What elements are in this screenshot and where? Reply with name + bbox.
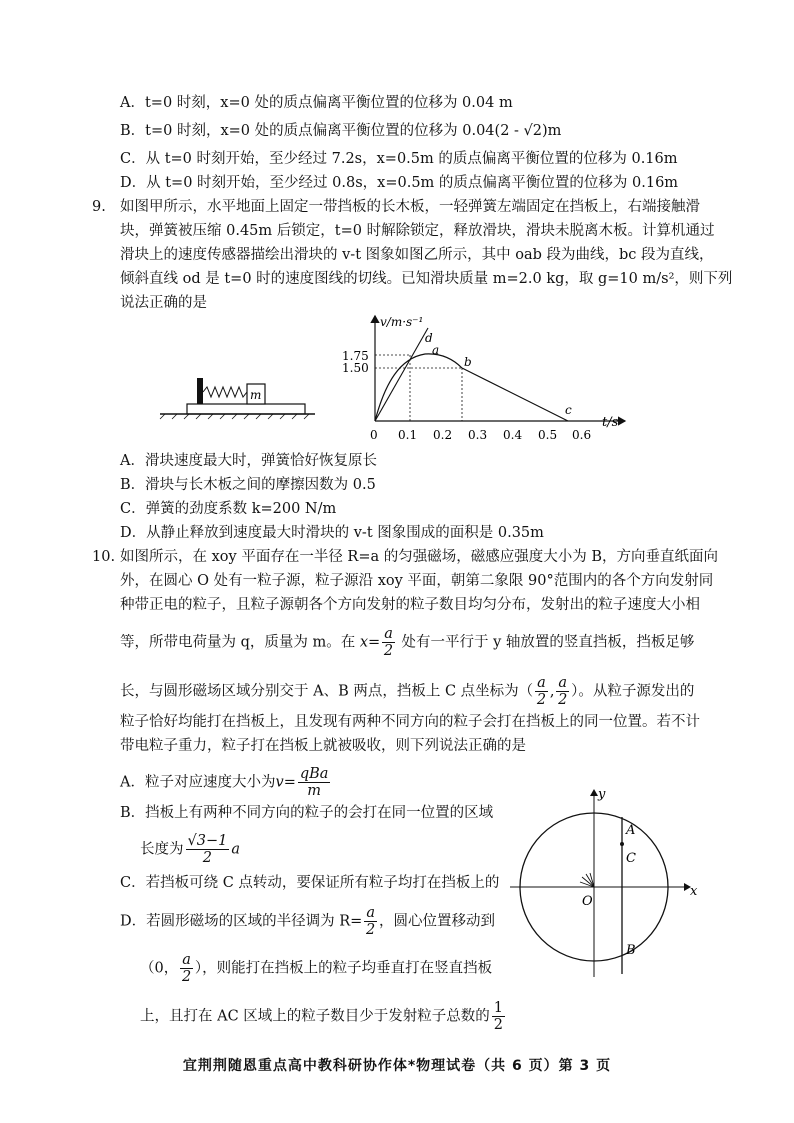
q10-line-2: 外，在圆心 O 处有一粒子源，粒子源沿 xoy 平面，朝第二象限 90°范围内的各个方向发射同: [120, 573, 714, 589]
q10-frac-sqrt3-minus-1-over-2: $\frac{√3-1}{2}$: [187, 833, 228, 866]
q10-option-a-text: A．粒子对应速度大小为: [120, 774, 276, 791]
page-footer: 宜荆荆随恩重点高中教科研协作体*物理试卷（共 6 页）第 3 页: [182, 1058, 612, 1074]
q9-graph-xtick-3: 0.3: [468, 428, 488, 442]
q10-option-a: A．粒子对应速度大小为v= $\frac{\text{qBa}}{m}$: [120, 766, 329, 799]
q10-option-d-text-3: 上，且打在 AC 区域上的粒子数目少于发射粒子总数的: [140, 1008, 490, 1025]
q9-line-4: 倾斜直线 od 是 t=0 时的速度图线的切线。已知滑块质量 m=2.0 kg，取 g=10 m/s²，则下列: [120, 271, 733, 287]
q9-graph-xlabel: t/s: [602, 415, 619, 430]
q8-option-c: C．从 t=0 时刻开始，至少经过 7.2s，x=0.5m 的质点偏离平衡位置的位移为 0.16m: [120, 151, 678, 167]
q10-y-label: y: [598, 787, 606, 802]
q9-vt-graph: [340, 308, 640, 448]
q10-option-d-text-2a: （0，: [140, 960, 179, 977]
q10-point-c: [620, 842, 624, 846]
q9-graph-curve-oab: [375, 354, 462, 421]
q9-graph-tangent-od: [375, 328, 428, 421]
q9-number: 9.: [92, 199, 106, 215]
q10-number: 10.: [92, 549, 116, 565]
q8-option-a: A．t=0 时刻，x=0 处的质点偏离平衡位置的位移为 0.04 m: [120, 95, 513, 111]
q10-line-7: 带电粒子重力，粒子打在挡板上就被吸收，则下列说法正确的是: [120, 738, 526, 754]
q10-option-b-length-label: 长度为: [140, 841, 184, 858]
q9-graph-origin: 0: [370, 428, 378, 442]
q10-point-b-label: B: [626, 943, 636, 958]
q10-option-d-text-2b: ），则能打在挡板上的粒子均垂直打在竖直挡板: [194, 960, 493, 977]
q10-line-5-b: ）。从粒子源发出的: [571, 683, 695, 700]
q9-mass-label: m: [250, 388, 262, 402]
q9-graph-label-c: c: [565, 403, 572, 417]
q9-option-c: C．弹簧的劲度系数 k=200 N/m: [120, 501, 337, 517]
q9-graph-xtick-5: 0.5: [538, 428, 558, 442]
q9-graph-xtick-2: 0.2: [433, 428, 453, 442]
q9-line-3: 滑块上的速度传感器描绘出滑块的 v-t 图象如图乙所示，其中 oab 段为曲线，bc 段为直线，: [120, 247, 714, 263]
q10-point-c-label: C: [626, 851, 636, 866]
q10-magnetic-field-figure: [510, 782, 700, 982]
q10-particle-directions: [580, 872, 594, 887]
q8-option-b: [120, 121, 561, 141]
q10-origin-label: O: [582, 894, 593, 909]
q9-graph-ytick-175: 1.75: [342, 349, 369, 363]
q9-graph-label-a: a: [432, 343, 440, 357]
q9-graph-label-b: b: [464, 355, 472, 369]
q10-option-d-text-1: D．若圆形磁场的区域的半径调为 R=: [120, 913, 363, 930]
q10-point-a-label: A: [626, 823, 636, 838]
q10-option-d-line-1: D．若圆形磁场的区域的半径调为 R= $\frac{a}{2}$ ，圆心位置移动到: [120, 905, 495, 938]
q9-apparatus-figure: [155, 370, 320, 420]
q10-option-b-line-2: 长度为 $\frac{√3-1}{2}$ a: [140, 833, 240, 866]
q10-line-5: 长，与圆形磁场区域分别交于 A、B 两点，挡板上 C 点坐标为（ $\frac{a}{2}$ , $\frac{a}{2}$ ）。从粒子源发出的: [120, 675, 695, 708]
q10-frac-qba-over-m: $\frac{\text{qBa}}{m}$: [299, 766, 329, 799]
q10-frac-a-over-2: $\frac{a}{2}$: [383, 626, 394, 659]
q10-option-d-text-1b: ，圆心位置移动到: [378, 913, 495, 930]
q9-graph-label-d: d: [425, 331, 433, 345]
q8-option-d: D．从 t=0 时刻开始，至少经过 0.8s，x=0.5m 的质点偏离平衡位置的位移为 0.16m: [120, 175, 679, 191]
q8-option-b-expr: 0.04(2 - √2): [462, 123, 548, 139]
q10-line-4-b: 处有一平行于 y 轴放置的竖直挡板，挡板足够: [401, 634, 695, 651]
q10-option-d-line-3: 上，且打在 AC 区域上的粒子数目少于发射粒子总数的 $\frac{1}{2}$: [140, 1000, 504, 1033]
q9-option-d: D．从静止释放到速度最大时滑块的 v-t 图象围成的面积是 0.35m: [120, 525, 544, 541]
q9-option-b: B．滑块与长木板之间的摩擦因数为 0.5: [120, 477, 376, 493]
q9-graph-xtick-1: 0.1: [398, 428, 418, 442]
q9-line-1: 如图甲所示，水平地面上固定一带挡板的长木板，一轻弹簧左端固定在挡板上，右端接触滑: [120, 199, 700, 215]
q9-line-5: 说法正确的是: [120, 295, 207, 311]
q9-graph-line-bc: [462, 368, 568, 421]
q8-option-b-text: B．t=0 时刻，x=0 处的质点偏离平衡位置的位移为: [120, 123, 458, 139]
q9-line-2: 块，弹簧被压缩 0.45m 后锁定，t=0 时解除锁定，释放滑块，滑块未脱离木板。计算机通过: [120, 223, 715, 239]
q10-option-d-line-2: （0， $\frac{a}{2}$ ），则能打在挡板上的粒子均垂直打在竖直挡板: [140, 952, 493, 985]
q10-x-label: x: [690, 884, 698, 899]
q9-graph-xtick-6: 0.6: [572, 428, 592, 442]
q10-line-3: 种带正电的粒子，且粒子源朝各个方向发射的粒子数目均匀分布，发射出的粒子速度大小相: [120, 597, 700, 613]
q10-line-4: 等，所带电荷量为 q，质量为 m。在 x= $\frac{a}{2}$ 处有一平行于 y 轴放置的竖直挡板，挡板足够: [120, 626, 695, 659]
q9-option-a: A．滑块速度最大时，弹簧恰好恢复原长: [120, 453, 377, 469]
q10-line-5-a: 长，与圆形磁场区域分别交于 A、B 两点，挡板上 C 点坐标为（: [120, 683, 534, 700]
q9-graph-ytick-150: 1.50: [342, 361, 369, 375]
q10-line-1: 如图所示，在 xoy 平面存在一半径 R=a 的匀强磁场，磁感应强度大小为 B，方向垂直纸面向: [120, 549, 719, 565]
q10-line-6: 粒子恰好均能打在挡板上，且发现有两种不同方向的粒子会打在挡板上的同一位置。若不计: [120, 714, 700, 730]
q10-option-c: C．若挡板可绕 C 点转动，要保证所有粒子均打在挡板上的: [120, 875, 500, 891]
q10-line-4-a: 等，所带电荷量为 q，质量为 m。在: [120, 634, 356, 651]
q8-option-b-unit: m: [547, 123, 562, 139]
q10-option-b-line-1: B．挡板上有两种不同方向的粒子的会打在同一位置的区域: [120, 805, 494, 821]
q9-graph-ylabel: v/m·s⁻¹: [380, 315, 424, 329]
q9-graph-xtick-4: 0.4: [503, 428, 523, 442]
